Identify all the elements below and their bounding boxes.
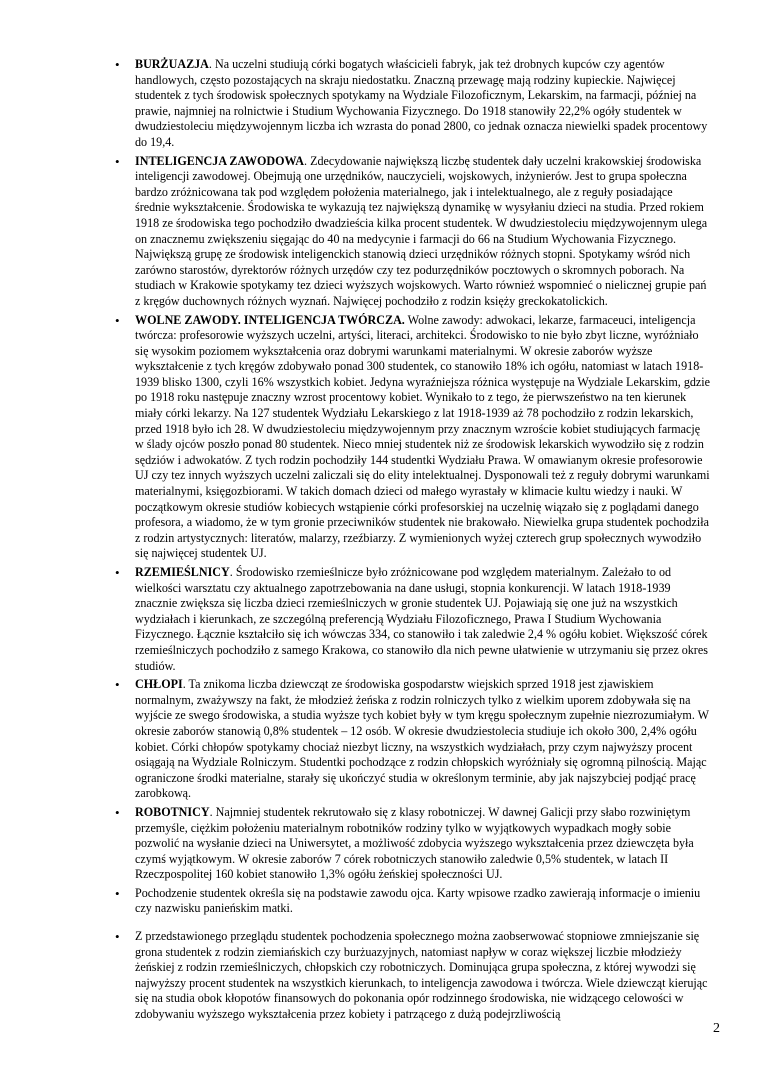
list-item-pochodzenie <box>115 886 710 917</box>
item-text: Wolne zawody: adwokaci, lekarze, farmaceuci, inteligencja twórcza: profesorowie wyższych uczelni, artyści, literaci, architekci. Środowisko to nie było zbyt liczne, wyróżniało się wysokim poziomem wykształcenia oraz dobrymi warunkami materialnymi. W okresie zaborów wyższe wykształcenie z tych kręgów zdobywało ponad 300 studentek, co stanowiło 18% ich ogółu, natomiast w latach 1918-1939 blisko 1300, czyli 16% wszystkich kobiet. Jedyna wyraźniejsza różnica występuje na Wydziale Lekarskim, gdzie po 1918 roku następuje znaczny wzrost procentowy kobiet. Wynikało to z tego, że pierwszeństwo na ten kierunek miały córki lekarzy. Na 127 studentek Wydziału Lekarskiego z lat 1918-1939 aż 78 pochodziło z rodzin lekarskich, przed 1918 było ich 28. W dwudziestoleciu międzywojennym przy znacznym wzroście kobiet studiujących farmację w ślady ojców poszło ponad 80 studentek. Nieco mniej studentek niż ze środowisk lekarskich wywodziło się z rodzin sędziów i adwokatów. Z tych rodzin pochodziły 144 studentki Wydziału Prawa. W omawianym okresie profesorowie UJ czy tez innych wyższych uczelni zaliczali się do elity intelektualnej. Dysponowali też z reguły dobrymi warunkami materialnymi, księgozbiorami. W takich domach dzieci od małego wyrastały w klimacie kultu wiedzy i nauki. W początkowym okresie studiów kobiecych wstąpienie córki profesorskiej na uczelnię wiązało się z poglądami danego profesora, a wiadomo, że w tym gronie przeciwników studentek nie brakowało. Niewielka grupa studentek pochodziła z rodzin artystycznych: literatów, malarzy, rzeźbiarzy. Z wymienionych wyżej czterech grup społecznych wywodziło się najwięcej studentek UJ. <box>135 312 711 561</box>
item-term: RZEMIEŚLNICY <box>135 565 230 579</box>
item-text: . Na uczelni studiują córki bogatych właścicieli fabryk, jak też drobnych kupców czy agentów handlowych, często pozostających na skraju niedostatku. Znaczną przewagę mają rodziny kupieckie. Najwięcej studentek z tych środowisk społecznych spotykamy na Wydziale Filozoficznym, Lekarskim, na farmacji, później na prawie, najmniej na rolnictwie i Studium Wychowania Fizycznego. Do 1918 stanowiły 22,2% ogóły studentek w dwudziestoleciu międzywojennym liczba ich wzrasta do ponad 2800, co jednak oznacza niewielki spadek procentowy do 19,4. <box>135 57 708 149</box>
item-term: INTELIGENCJA ZAWODOWA <box>135 153 305 168</box>
bullet-icon: • <box>115 57 120 72</box>
bullet-list <box>115 57 710 1026</box>
list-item-burzuazja <box>115 57 710 151</box>
item-text: . Środowisko rzemieślnicze było zróżnicowane pod względem materialnym. Zależało to od wielkości warsztatu czy aktualnego zapotrzebowania na dane usługi, stopnia konkurencji. W latach 1918-1939 znacznie zwiększa się liczba dzieci rzemieślniczych w gronie studentek UJ. Pojawiają się one już na wszystkich wydziałach i kierunkach, ze szczególną preferencją Wydziału Filozoficznego, Prawa I Studium Wychowania Fizycznego. Łącznie kształciło się ich wówczas 334, co stanowiło i tak zaledwie 2,4 % ogółu kobiet. Większość córek rzemieślniczych pochodziło z samego Krakowa, co stanowiło dla nich pewne ułatwienie w utrzymaniu się przez okres studiów. <box>135 565 708 673</box>
bullet-icon: • <box>115 677 120 693</box>
item-text: Z przedstawionego przeglądu studentek pochodzenia społecznego można zaobserwować stopniowe zmniejszanie się grona studentek z rodzin ziemiańskich czy burżuazyjnych, natomiast napływ w coraz większej liczbie młodzieży żeńskiej z rodzin rzemieślniczych, chłopskich czy robotniczych. Dominująca grupa społeczna, z której wywodzi się najwyższy procent studentek na wszystkich kierunkach, to inteligencja zawodowa i twórcza. Wiele dziewcząt kierując się na studia obok kłopotów finansowych do pokonania opór rodzinnego środowiska, nie widzącego celowości w zdobywaniu wyższego wykształcenia przez kobiety i patrzącego z dużą podejrzliwością <box>135 929 708 1022</box>
bullet-icon: • <box>115 312 120 328</box>
list-item-inteligencja-zawodowa <box>115 154 710 310</box>
item-text: Pochodzenie studentek określa się na podstawie zawodu ojca. Karty wpisowe rzadko zawierają informacje o imieniu czy nazwisku panieńskim matki. <box>135 885 701 916</box>
bullet-icon: • <box>115 885 120 901</box>
bullet-icon: • <box>115 153 120 169</box>
list-item-rzemieslnicy <box>115 565 710 674</box>
list-item-wolne-zawody <box>115 313 710 563</box>
list-item-chlopi <box>115 677 710 802</box>
item-term-separator: . <box>237 312 244 327</box>
bullet-icon: • <box>115 804 120 820</box>
list-item-podsumowanie <box>115 929 710 1023</box>
item-text: . Ta znikoma liczba dziewcząt ze środowiska gospodarstw wiejskich sprzed 1918 jest zjawiskiem normalnym, zważywszy na fakt, że młodzież żeńska z rodzin rolniczych tylko z wielkim uporem zdobywała się na wyjście ze swego środowiska, a studia wyższe tych kobiet były w tym kręgu społecznym zupełnie niezrozumiałym. W okresie zaborów stanowią 0,8% studentek – 12 osób. W okresie dwudziestolecia studiuje ich około 300, 2,4% ogółu kobiet. Córki chłopów spotykamy chociaż niezbyt liczny, na wszystkich wydziałach, przy czym najwyższy procent osiągają na Wydziale Rolniczym. Studentki pochodzące z rodzin chłopskich wyróżniały się ogromną pilnością. Mając ograniczone środki materialne, starały się ukończyć studia w określonym terminie, aby jak najszybciej podjąć pracę zarobkową. <box>135 677 709 801</box>
list-item-robotnicy <box>115 805 710 883</box>
bullet-icon: • <box>115 565 120 580</box>
bullet-icon: • <box>115 929 120 945</box>
item-term: WOLNE ZAWODY <box>135 312 238 327</box>
page-number: 2 <box>713 1021 720 1037</box>
item-text: . Najmniej studentek rekrutowało się z klasy robotniczej. W dawnej Galicji przy słabo rozwiniętym przemyśle, ciężkim położeniu materialnym robotników rodziny tylko w wyjątkowych wypadkach mogły sobie pozwolić na wysłanie dzieci na Uniwersytet, a możliwość zdobycia wyższego wykształcenia przez dziewczęta była czymś wyjątkowym. W okresie zaborów 7 córek robotniczych stanowiło zaledwie 0,5% studentek, w latach II Rzeczpospolitej 160 kobiet stanowiło 1,3% ogółu żeńskiej społeczności UJ. <box>135 804 694 882</box>
item-term-secondary: INTELIGENCJA TWÓRCZA. <box>243 312 405 327</box>
item-term: ROBOTNICY <box>135 804 210 819</box>
item-text: . Zdecydowanie największą liczbę studentek dały uczelni krakowskiej środowiska inteligencji zawodowej. Obejmują one urzędników, nauczycieli, wojskowych, inżynierów. Jest to grupa społeczna bardzo zróżnicowana tak pod względem położenia materialnego, jak i intelektualnego, ale z reguły posiadające średnie wykształcenie. Środowiska te wykazują tez największą dynamikę w wysyłaniu dzieci na studia. Przed rokiem 1918 ze środowiska tego pochodziło dwadzieścia kilka procent studentek. W dwudziestoleciu międzywojennym ulega on znacznemu zwiększeniu sięgając do 40 na medycynie i farmacji do 66 na Studium Wychowania Fizycznego. Największą grupę ze środowisk inteligenckich stanowią dzieci urzędników różnych stopni. Spotykamy wśród nich zarówno starostów, dyrektorów różnych urzędów czy tez podurzędników pocztowych o skromnych poborach. Na studiach w Krakowie spotykamy tez dzieci wyższych wojskowych. Warto również wspomnieć o nielicznej grupie pań z kręgów duchownych różnych wyznań. Najwięcej pochodziło z rodzin księży greckokatolickich. <box>135 153 708 308</box>
item-term: CHŁOPI <box>135 677 183 692</box>
item-term: BURŻUAZJA <box>135 57 209 71</box>
